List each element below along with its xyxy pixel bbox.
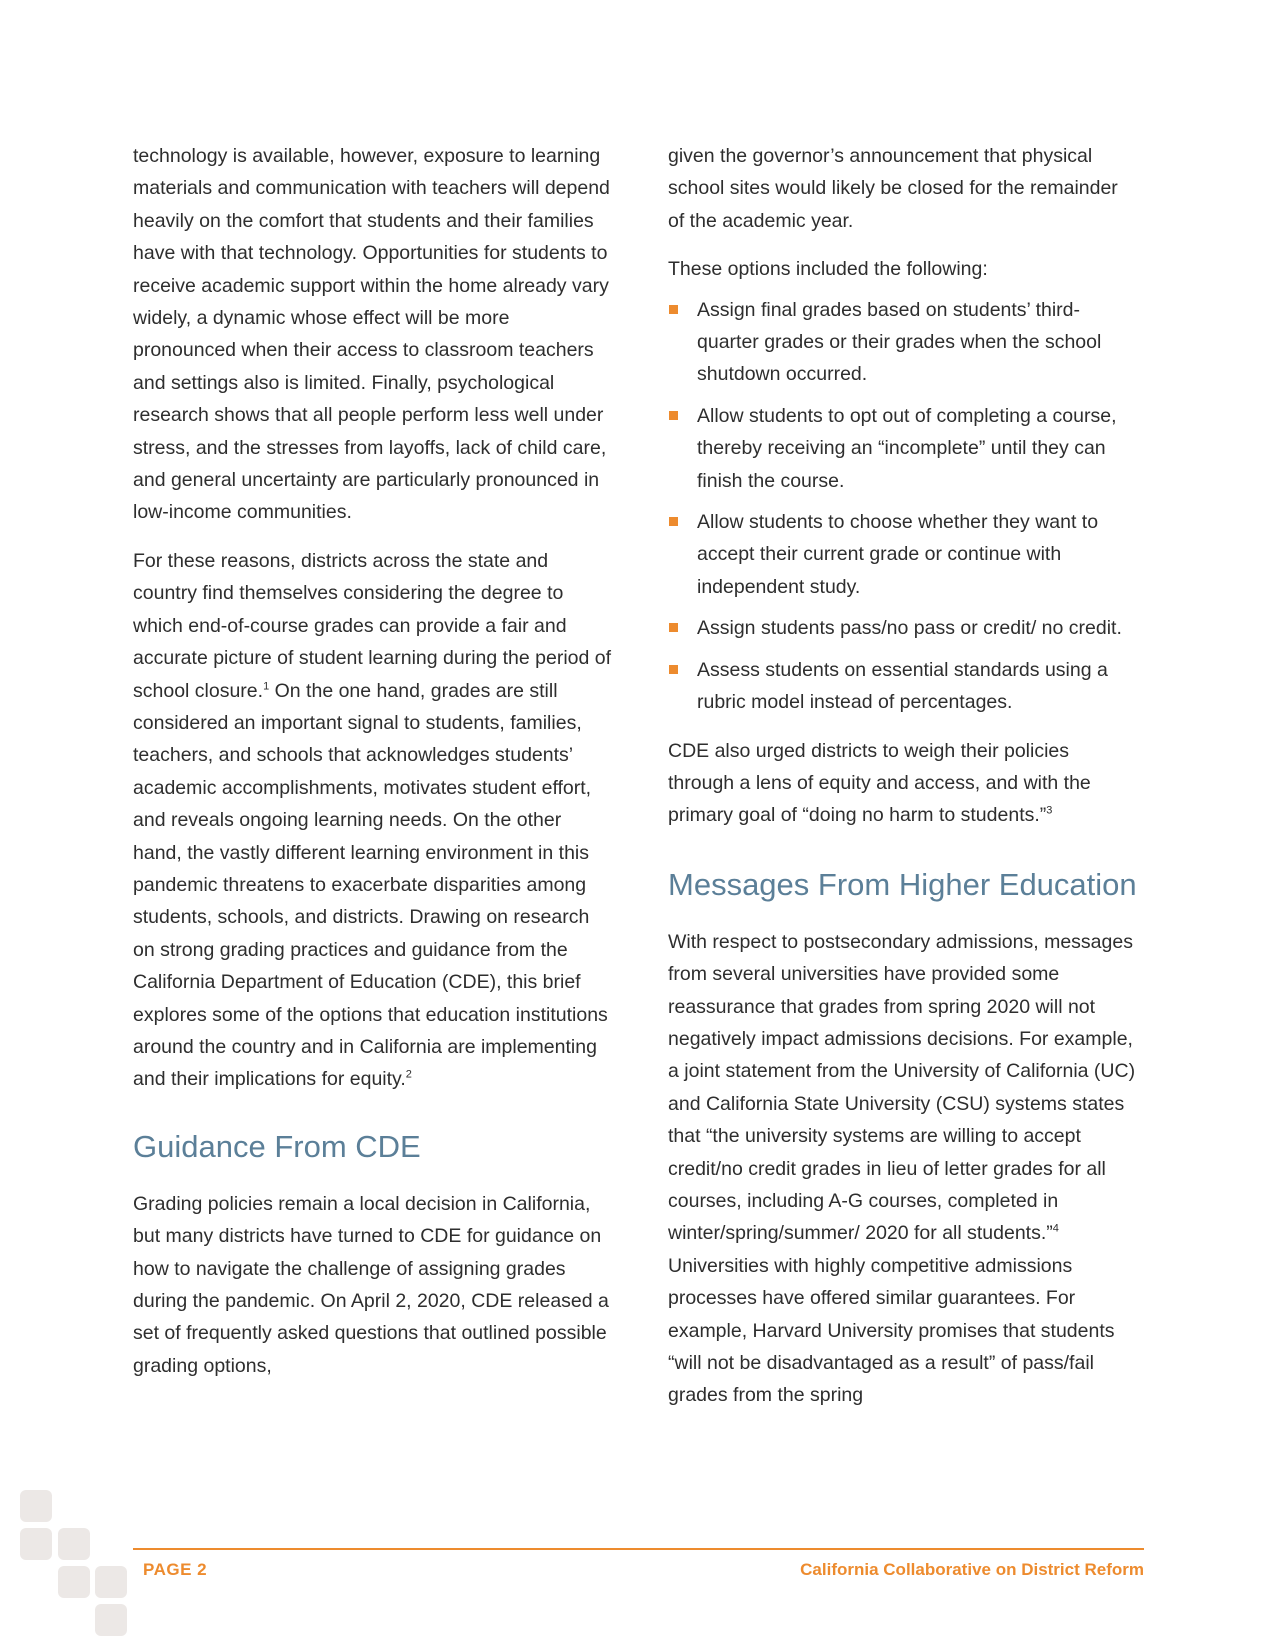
reasons-paragraph [133, 545, 613, 1096]
footer-divider [133, 1548, 1144, 1550]
decorative-square [95, 1604, 127, 1636]
right-column [668, 140, 1138, 1428]
heading-guidance-from-cde: Guidance From CDE [133, 1128, 421, 1164]
decorative-square [95, 1566, 127, 1598]
bullet-square-icon [669, 411, 678, 420]
list-item: Assign final grades based on students’ third-quarter grades or their grades when the school shutdown occurred. [668, 294, 1138, 391]
decorative-square [20, 1528, 52, 1560]
guidance-paragraph: Grading policies remain a local decision in California, but many districts have turned to CDE for guidance on how to navigate the challenge of assigning grades during the pandemic. On April 2, 2020, CDE released a set of frequently asked questions that outlined possible grading options, [133, 1192, 609, 1377]
footnote-1: 1 [263, 680, 270, 692]
footnote-3: 3 [1046, 804, 1053, 817]
higher-ed-paragraph: With respect to postsecondary admissions, messages from several universities have provided some reassurance that grades from spring 2020 will not negatively impact admissions decisions. For example, a joint statement from the University of California (UC) and California State University (CSU) systems states that “the university systems are willing to accept credit/no credit grades in lieu of letter grades for all courses, including A-G courses, completed in winter/spring/summer/ 2020 for all students.”$^4$ Universities with highly competitive admissions processes have offered similar guarantees. For example, Harvard University promises that students “will not be disadvantaged as a result” of pass/fail grades from the spring [668, 930, 1136, 1407]
equity-paragraph: CDE also urged districts to weigh their policies through a lens of equity and access, and with the primary goal of “doing no harm to students.”$^3$ [668, 739, 1091, 827]
bullet-square-icon [669, 623, 678, 632]
footnote-2: 2 [405, 1068, 412, 1081]
list-item: Allow students to opt out of completing a course, thereby receiving an “incomplete” until they can finish the course. [668, 400, 1138, 497]
decorative-square [20, 1490, 52, 1522]
decorative-square [58, 1528, 90, 1560]
reasons-text-part2: On the one hand, grades are still considered an important signal to students, families, teachers, and schools that acknowledges students’ academic accomplishments, motivates student effort, and reveals ongoing learning needs. On the other hand, the vastly different learning environment in this pandemic threatens to exacerbate disparities among students, schools, and districts. Drawing on research on strong grading practices and guidance from the California Department of Education (CDE), this brief explores some of the options that education institutions around the country and in California are implementing and their implications for equity. [133, 679, 608, 1091]
page-number: PAGE 2 [143, 1560, 208, 1579]
list-item: Assign students pass/no pass or credit/ no credit. [668, 612, 1138, 644]
decorative-square [58, 1566, 90, 1598]
governor-paragraph: given the governor’s announcement that physical school sites would likely be closed for the remainder of the academic year. [668, 145, 1118, 232]
bullet-square-icon [669, 305, 678, 314]
grading-options-list [668, 294, 1138, 719]
list-item: Allow students to choose whether they want to accept their current grade or continue with independent study. [668, 506, 1138, 603]
bullet-square-icon [669, 517, 678, 526]
heading-messages-from-higher-education: Messages From Higher Education [668, 866, 1137, 902]
organization-name: California Collaborative on District Reform [800, 1560, 1144, 1579]
intro-paragraph: technology is available, however, exposure to learning materials and communication with teachers will depend heavily on the comfort that students and their families have with that technology. Opportunities for students to receive academic support within the home already vary widely, a dynamic whose effect will be more pronounced when their access to classroom teachers and settings also is limited. Finally, psychological research shows that all people perform less well under stress, and the stresses from layoffs, lack of child care, and general uncertainty are particularly pronounced in low-income communities. [133, 145, 610, 524]
bullet-square-icon [669, 665, 678, 674]
footnote-4: 4 [1052, 1222, 1059, 1235]
list-item: Assess students on essential standards using a rubric model instead of percentages. [668, 654, 1138, 719]
left-column [133, 140, 613, 1398]
reasons-text-part1: For these reasons, districts across the state and country find themselves considering the degree to which end-of-course grades can provide a fair and accurate picture of student learning during the period of school closure. [133, 549, 612, 702]
options-intro: These options included the following: [668, 258, 988, 281]
